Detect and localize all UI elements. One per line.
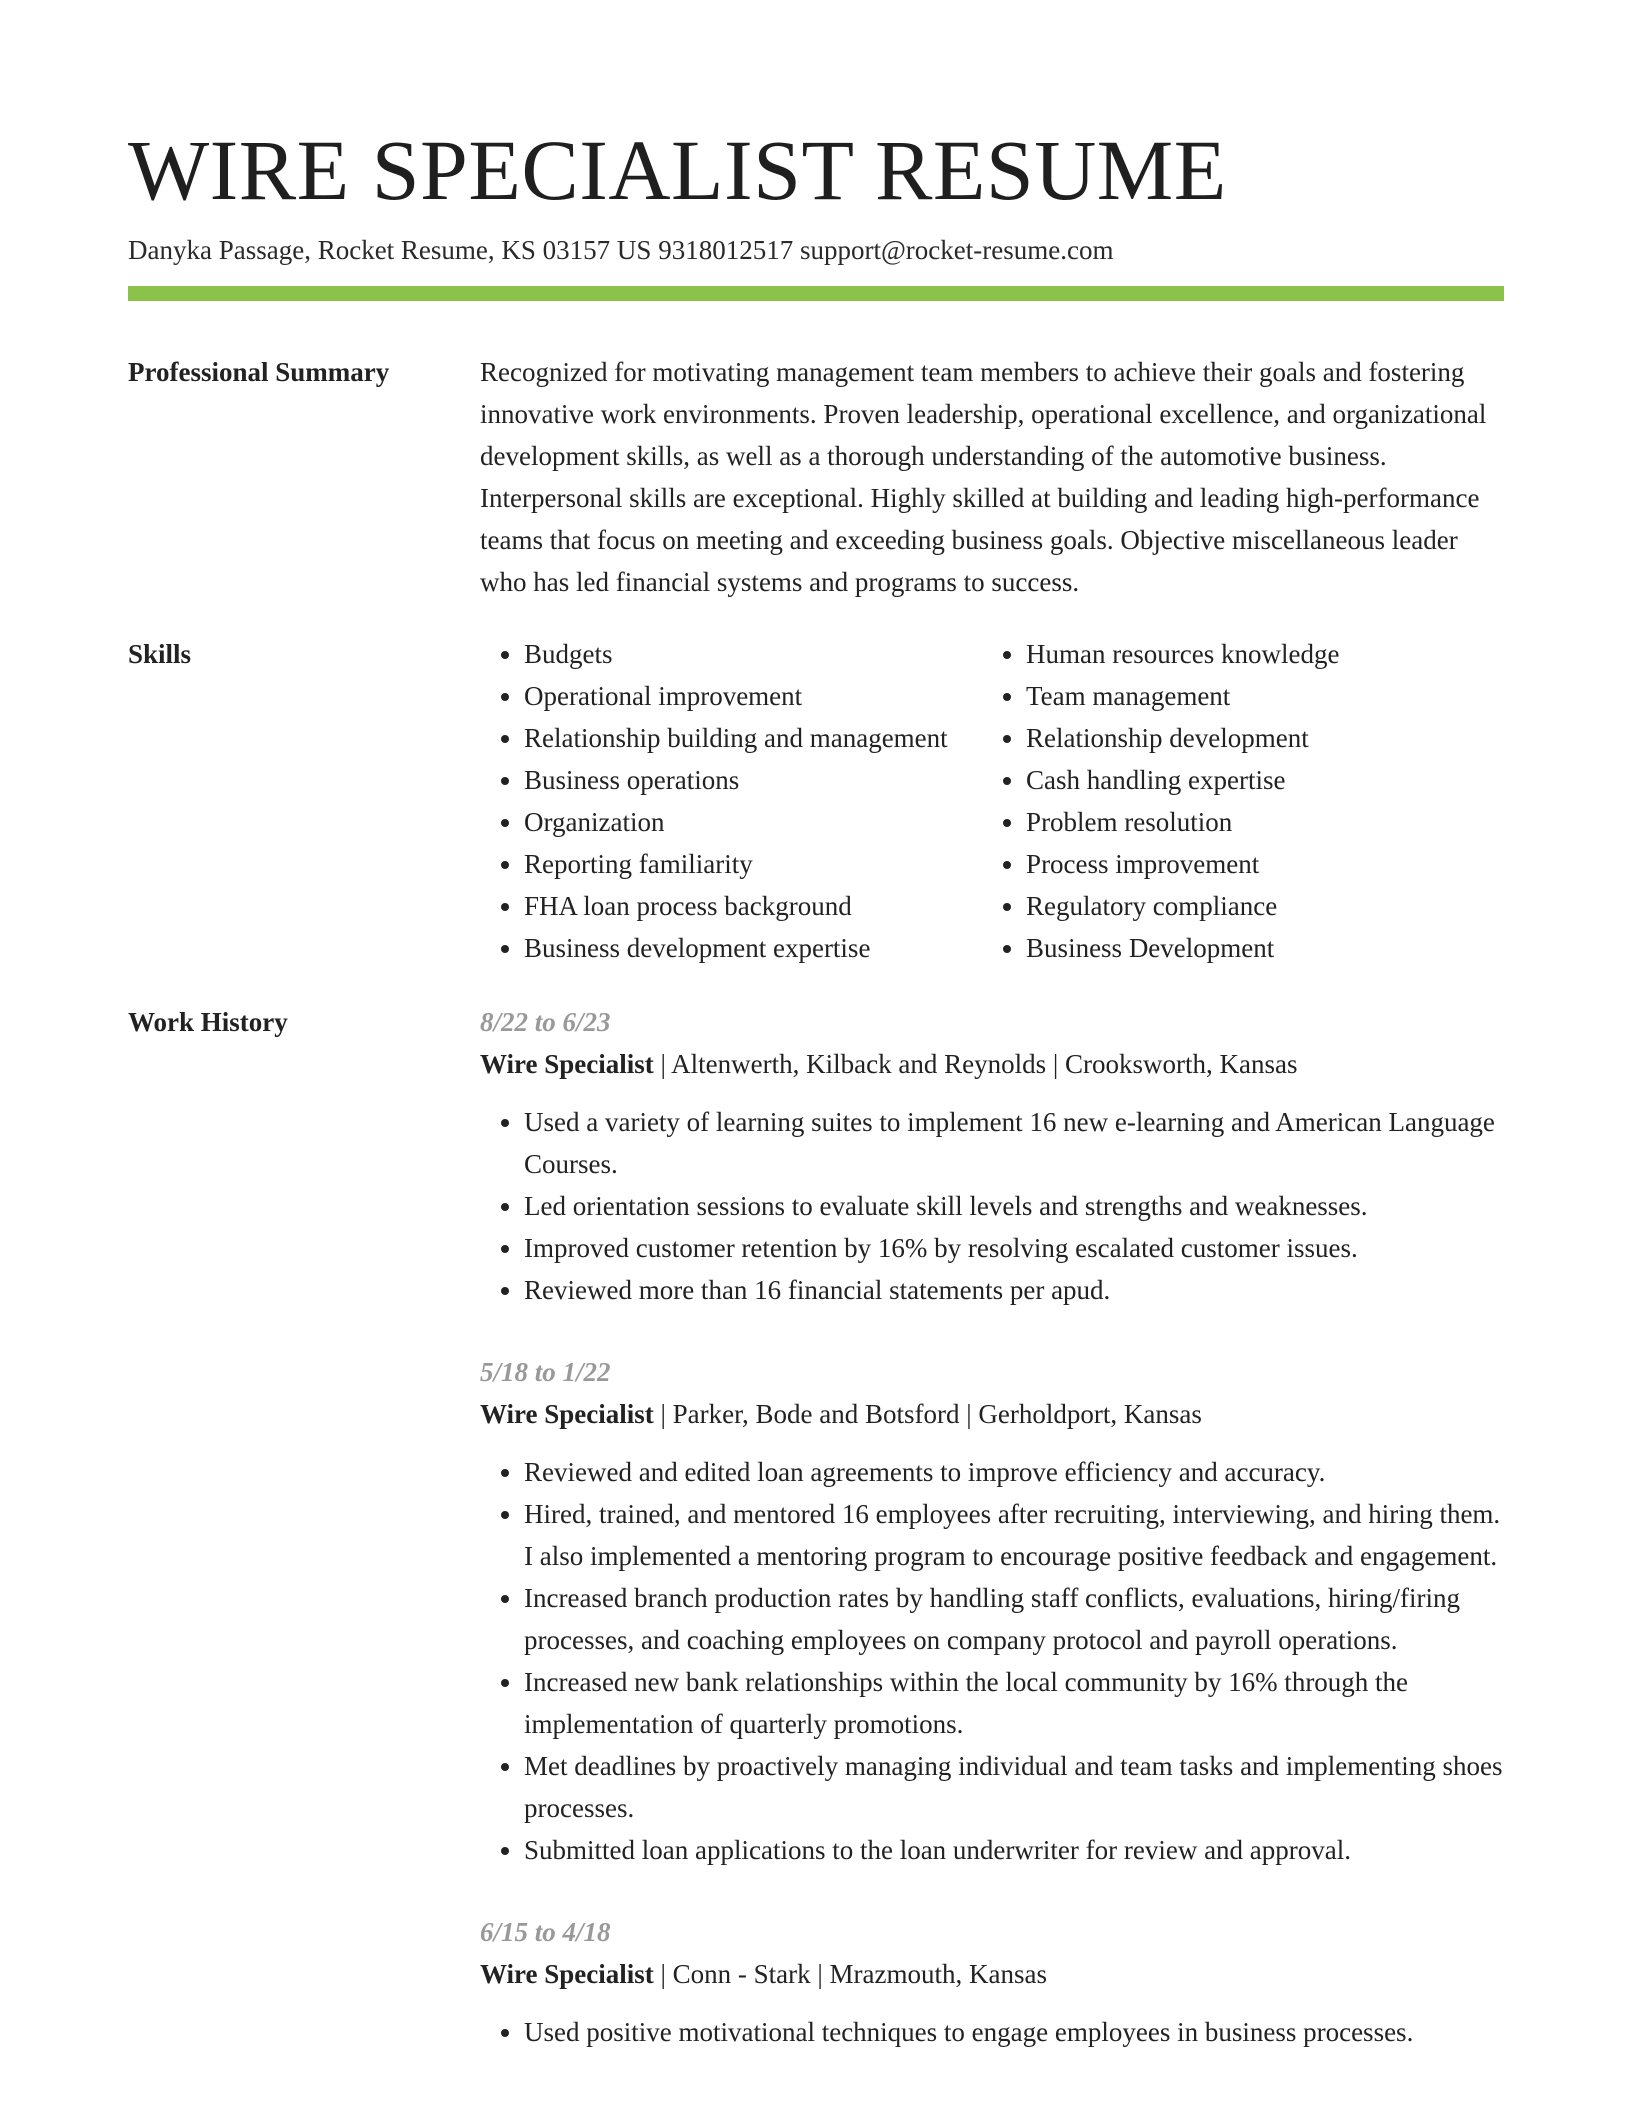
skill-item: • Process improvement bbox=[1026, 843, 1504, 885]
skill-item: • Operational improvement bbox=[524, 675, 982, 717]
job-title: Wire Specialist bbox=[480, 1399, 654, 1429]
job-bullet: • Led orientation sessions to evaluate skill levels and strengths and weaknesses. bbox=[524, 1185, 1504, 1227]
skill-item: • Organization bbox=[524, 801, 982, 843]
job-separator: | bbox=[653, 1959, 673, 1989]
skill-item: • Budgets bbox=[524, 633, 982, 675]
job-dates: 6/15 to 4/18 bbox=[480, 1917, 611, 1947]
job-bullet: • Hired, trained, and mentored 16 employees after recruiting, interviewing, and hiring them. I also implemented a mentoring program to encourage positive feedback and engagement. bbox=[524, 1493, 1504, 1577]
job-entry bbox=[480, 1911, 1504, 2053]
work-history-body bbox=[480, 1001, 1504, 2093]
summary-section bbox=[128, 351, 1504, 603]
summary-heading: Professional Summary bbox=[128, 357, 390, 387]
job-entry bbox=[480, 1351, 1504, 1871]
skill-item: • Regulatory compliance bbox=[1026, 885, 1504, 927]
job-bullets bbox=[480, 1451, 1504, 1871]
skill-item: • Human resources knowledge bbox=[1026, 633, 1504, 675]
skill-item: • Business development expertise bbox=[524, 927, 982, 969]
job-separator: | bbox=[653, 1399, 673, 1429]
work-history-heading: Work History bbox=[128, 1007, 288, 1037]
job-bullet: • Used a variety of learning suites to implement 16 new e-learning and American Language Courses. bbox=[524, 1101, 1504, 1185]
job-bullet: • Increased branch production rates by handling staff conflicts, evaluations, hiring/firing processes, and coaching employees on company protocol and payroll operations. bbox=[524, 1577, 1504, 1661]
job-dates: 5/18 to 1/22 bbox=[480, 1357, 611, 1387]
skill-item: • Problem resolution bbox=[1026, 801, 1504, 843]
skill-item: • Team management bbox=[1026, 675, 1504, 717]
job-bullets bbox=[480, 2011, 1504, 2053]
job-details: Conn - Stark | Mrazmouth, Kansas bbox=[672, 1959, 1048, 1989]
job-bullet: • Increased new bank relationships within the local community by 16% through the implementation of quarterly promotions. bbox=[524, 1661, 1504, 1745]
skills-columns bbox=[480, 633, 1504, 969]
summary-text: Recognized for motivating management team members to achieve their goals and fostering innovative work environments. Proven leadership, operational excellence, and organizational development skills, as well as a thorough understanding of the automotive business. Interpersonal skills are exceptional. Highly skilled at building and leading high-performance teams that focus on meeting and exceeding business goals. Objective miscellaneous leader who has led financial systems and programs to success. bbox=[480, 357, 1487, 597]
skill-item: • Reporting familiarity bbox=[524, 843, 982, 885]
job-separator: | bbox=[653, 1049, 672, 1079]
skill-item: • Relationship development bbox=[1026, 717, 1504, 759]
job-bullet: • Met deadlines by proactively managing individual and team tasks and implementing shoes processes. bbox=[524, 1745, 1504, 1829]
job-bullet: • Reviewed more than 16 financial statements per apud. bbox=[524, 1269, 1504, 1311]
skills-heading: Skills bbox=[128, 639, 192, 669]
skill-item: • Cash handling expertise bbox=[1026, 759, 1504, 801]
job-bullet: • Submitted loan applications to the loan underwriter for review and approval. bbox=[524, 1829, 1504, 1871]
accent-divider bbox=[128, 286, 1504, 301]
skills-list-left bbox=[480, 633, 982, 969]
job-heading bbox=[480, 1393, 1504, 1435]
job-heading bbox=[480, 1953, 1504, 1995]
skills-body bbox=[480, 633, 1504, 969]
contact-info: Danyka Passage, Rocket Resume, KS 03157 US 9318012517 support@rocket-resume.com bbox=[128, 235, 1114, 265]
skill-item: • Business operations bbox=[524, 759, 982, 801]
skill-item: • Relationship building and management bbox=[524, 717, 982, 759]
work-history-section bbox=[128, 1001, 1504, 2093]
skills-section bbox=[128, 633, 1504, 969]
skill-item: • FHA loan process background bbox=[524, 885, 982, 927]
job-heading bbox=[480, 1043, 1504, 1085]
job-bullet: • Improved customer retention by 16% by resolving escalated customer issues. bbox=[524, 1227, 1504, 1269]
resume-title: WIRE SPECIALIST RESUME bbox=[128, 122, 1227, 218]
job-bullets bbox=[480, 1101, 1504, 1311]
job-title: Wire Specialist bbox=[480, 1959, 654, 1989]
skills-list-right bbox=[982, 633, 1504, 969]
job-bullet: • Reviewed and edited loan agreements to improve efficiency and accuracy. bbox=[524, 1451, 1504, 1493]
job-details: Altenwerth, Kilback and Reynolds | Crooksworth, Kansas bbox=[671, 1049, 1298, 1079]
resume-page bbox=[128, 120, 1504, 2093]
skill-item: • Business Development bbox=[1026, 927, 1504, 969]
job-entry bbox=[480, 1001, 1504, 1311]
job-title: Wire Specialist bbox=[480, 1049, 654, 1079]
job-bullet: • Used positive motivational techniques to engage employees in business processes. bbox=[524, 2011, 1504, 2053]
job-details: Parker, Bode and Botsford | Gerholdport, Kansas bbox=[672, 1399, 1202, 1429]
job-dates: 8/22 to 6/23 bbox=[480, 1007, 611, 1037]
